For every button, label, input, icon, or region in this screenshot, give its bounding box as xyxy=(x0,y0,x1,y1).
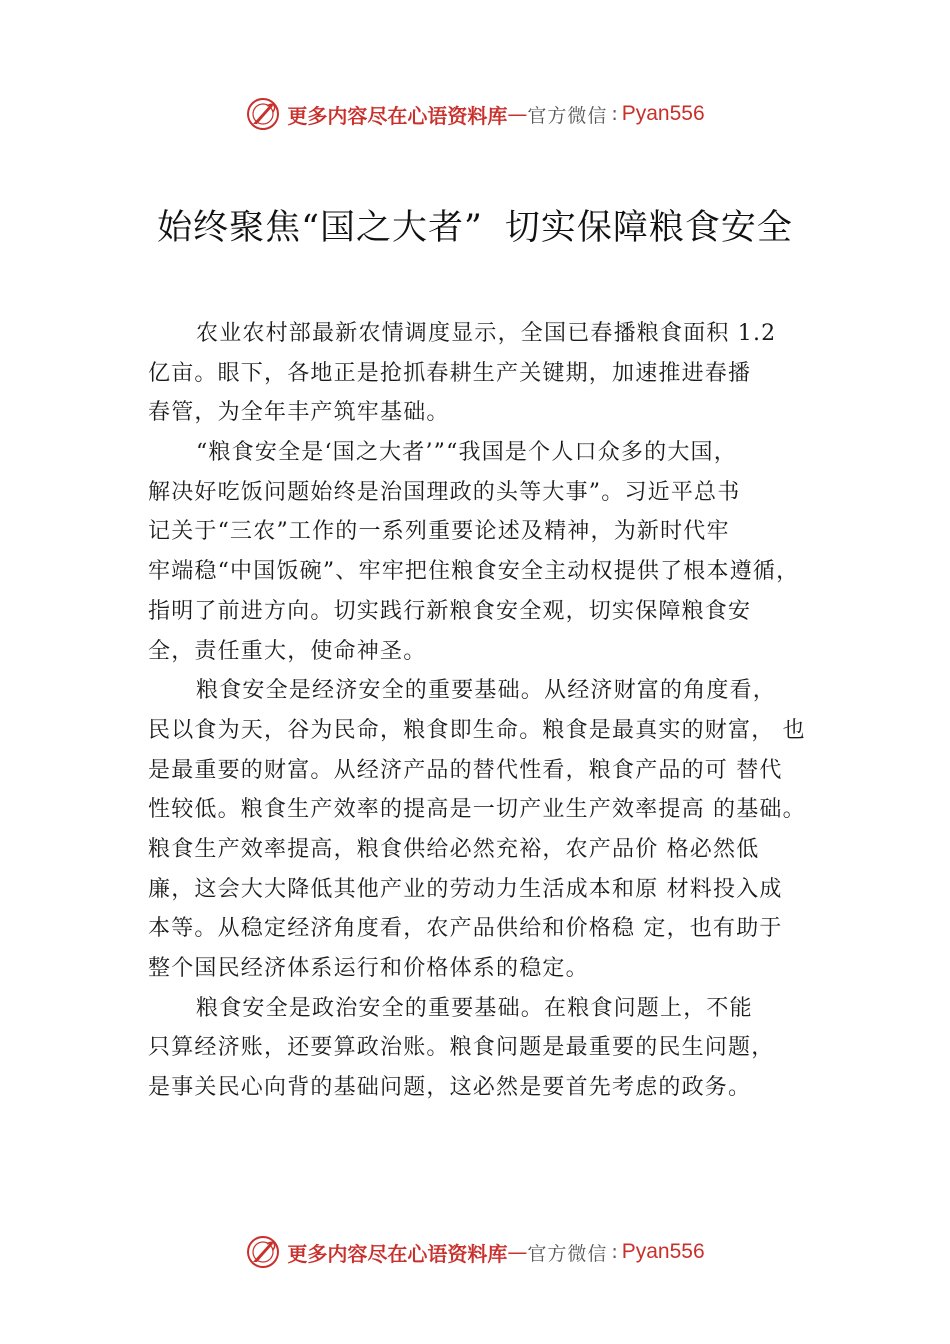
banner-separator: — xyxy=(507,1240,528,1264)
paragraph-line: 粮食生产效率提高，粮食供给必然充裕，农产品价 格必然低 xyxy=(148,836,760,862)
page-title xyxy=(0,200,950,250)
paragraph-line: 解决好吃饭问题始终是治国理政的头等大事”。习近平总书 xyxy=(148,479,741,505)
paragraph-line: 是最重要的财富。从经济产品的替代性看，粮食产品的可 替代 xyxy=(148,757,783,783)
paragraph-line: 记关于“三农”工作的一系列重要论述及精神，为新时代牢 xyxy=(148,519,730,545)
paragraph-line: 只算经济账，还要算政治账。粮食问题是最重要的民生问题， xyxy=(148,1035,775,1061)
paragraph-line: 是事关民心向背的基础问题，这必然是要首先考虑的政务。 xyxy=(148,1075,752,1101)
paragraph-line: 亿亩。眼下，各地正是抢抓春耕生产关键期，加速推进春播 xyxy=(148,360,752,386)
paragraph-line: 民以食为天，谷为民命，粮食即生命。粮食是最真实的财富， 也 xyxy=(148,717,806,743)
header-banner xyxy=(0,94,950,134)
paragraph-2 xyxy=(148,433,848,671)
paragraph-line: “粮食安全是‘国之大者’”“我国是个人口众多的大国， xyxy=(196,440,737,466)
title-part-1: 始终聚焦“国之大者” xyxy=(157,208,483,248)
banner-wechat-id: Pyan556 xyxy=(621,1240,705,1263)
paragraph-line: 粮食安全是经济安全的重要基础。从经济财富的角度看， xyxy=(196,678,777,704)
banner-colon: : xyxy=(611,103,618,125)
paragraph-line: 牢端稳“中国饭碗”、牢牢把住粮食安全主动权提供了根本遵循， xyxy=(148,559,800,585)
paragraph-line: 春管，为全年丰产筑牢基础。 xyxy=(148,400,450,426)
paragraph-line: 本等。从稳定经济角度看，农产品供给和价格稳 定，也有助于 xyxy=(148,916,783,942)
paragraph-line: 指明了前进方向。切实践行新粮食安全观，切实保障粮食安 xyxy=(148,598,752,624)
banner-separator: — xyxy=(507,102,528,126)
quill-logo-icon xyxy=(245,96,281,132)
paragraph-line: 整个国民经济体系运行和价格体系的稳定。 xyxy=(148,956,589,981)
banner-wechat-label: 官方微信 xyxy=(527,104,608,127)
banner-site-name: 更多内容尽在心语资料库 xyxy=(287,1241,508,1266)
paragraph-line: 全，责任重大，使命神圣。 xyxy=(148,638,427,664)
paragraph-line: 农业农村部最新农情调度显示，全国已春播粮食面积 1.2 xyxy=(196,321,777,346)
banner-wechat-id: Pyan556 xyxy=(621,102,705,125)
quill-logo-icon xyxy=(245,1234,281,1270)
banner-wechat-label: 官方微信 xyxy=(527,1242,608,1265)
footer-banner xyxy=(0,1232,950,1272)
article-body xyxy=(148,314,848,1108)
paragraph-1 xyxy=(148,314,848,433)
paragraph-3 xyxy=(148,671,848,989)
banner-colon: : xyxy=(611,1241,618,1263)
paragraph-line: 廉，这会大大降低其他产业的劳动力生活成本和原 材料投入成 xyxy=(148,876,783,902)
banner-site-name: 更多内容尽在心语资料库 xyxy=(287,103,508,128)
paragraph-line: 性较低。粮食生产效率的提高是一切产业生产效率提高 的基础。 xyxy=(148,797,806,823)
title-part-2: 切实保障粮食安全 xyxy=(504,208,793,248)
paragraph-4 xyxy=(148,989,848,1108)
paragraph-line: 粮食安全是政治安全的重要基础。在粮食问题上，不能 xyxy=(196,995,753,1021)
